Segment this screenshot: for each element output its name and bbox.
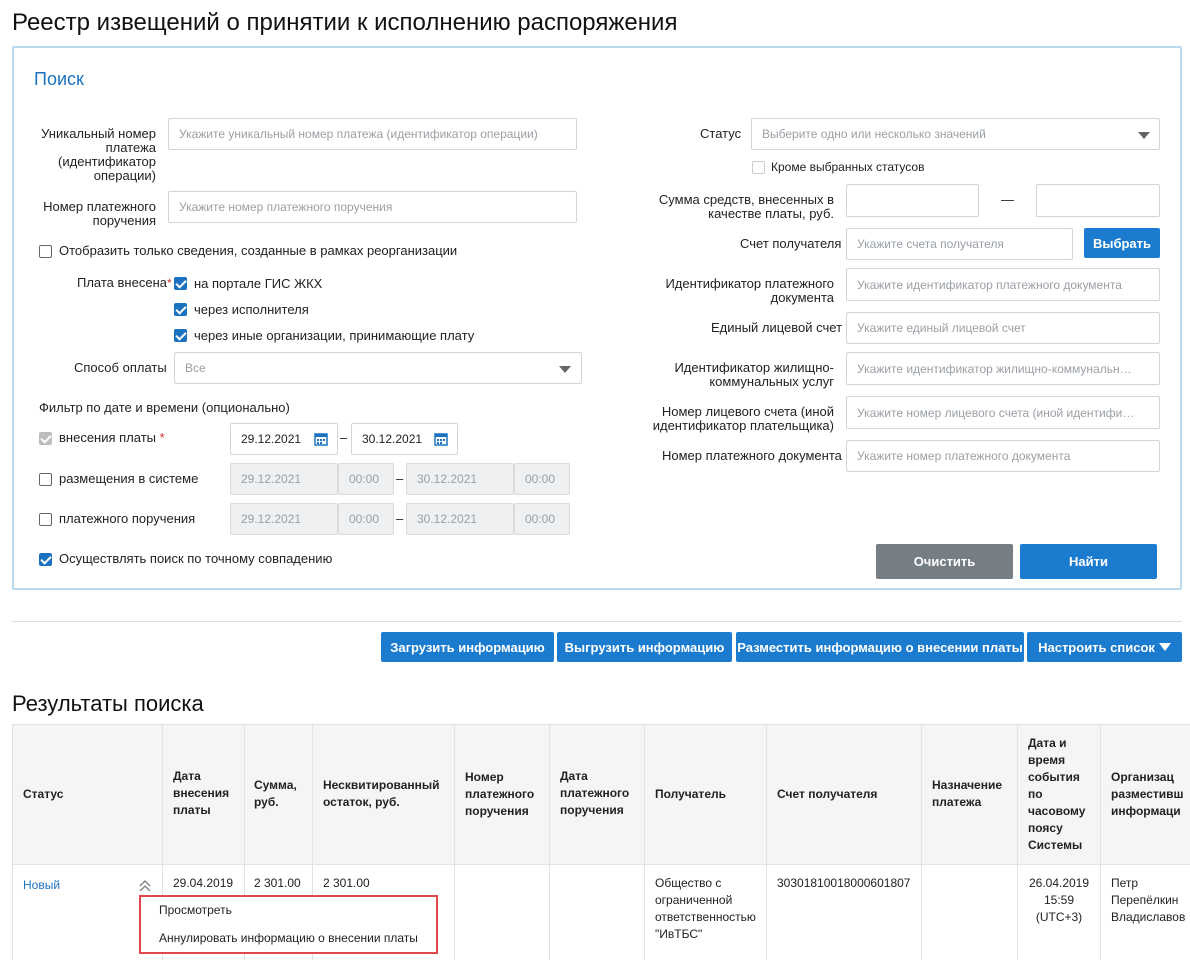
calendar-icon[interactable] — [314, 432, 328, 446]
unique-number-label: Уникальный номер платежа (идентификатор операции) — [41, 126, 156, 183]
date-payment-label: внесения платы * — [59, 430, 165, 445]
paid-via-label: Плата внесена* — [77, 275, 172, 290]
collapse-actions-icon[interactable] — [138, 879, 152, 893]
row-event-datetime: 26.04.2019 15:59 (UTC+3) — [1028, 876, 1090, 924]
payment-method-label: Способ оплаты — [74, 360, 167, 375]
date-filter-title: Фильтр по дате и времени (опционально) — [39, 400, 290, 415]
payment-method-select[interactable]: Все — [174, 352, 582, 384]
date-placement-from-input: 29.12.2021 — [230, 463, 338, 495]
payment-doc-number-input[interactable]: Укажите номер платежного документа — [846, 440, 1160, 472]
col-remainder[interactable]: Несквитированный остаток, руб. — [323, 778, 440, 809]
date-placement-to-time: 00:00 — [514, 463, 570, 495]
date-payment-to-input[interactable]: 30.12.2021 — [351, 423, 458, 455]
date-range-dash: – — [396, 471, 404, 486]
amount-label: Сумма средств, внесенных в качестве платы, руб. — [658, 192, 834, 221]
col-recipient[interactable]: Получатель — [655, 787, 726, 801]
payment-doc-id-input[interactable]: Укажите идентификатор платежного документа — [846, 268, 1160, 301]
date-payment-checkbox[interactable] — [39, 432, 52, 445]
paid-via-other-checkbox[interactable] — [174, 329, 187, 342]
select-account-button[interactable]: Выбрать — [1084, 228, 1160, 258]
paid-via-other-label: через иные организации, принимающие плату — [194, 328, 475, 343]
download-info-button[interactable]: Выгрузить информацию — [557, 632, 732, 662]
recipient-account-label: Счет получателя — [740, 236, 842, 251]
row-amount: 2 301.00 — [254, 876, 301, 890]
date-order-checkbox[interactable] — [39, 513, 52, 526]
exact-match-checkbox[interactable] — [39, 553, 52, 566]
amount-range-dash: — — [1001, 192, 1014, 207]
amount-from-input[interactable] — [846, 184, 979, 217]
row-organization: Петр Перепёлкин Владиславов — [1111, 876, 1186, 924]
calendar-icon[interactable] — [434, 432, 448, 446]
col-amount[interactable]: Сумма, руб. — [254, 778, 297, 809]
menu-item-view[interactable]: Просмотреть — [159, 903, 232, 917]
date-order-from-time: 00:00 — [338, 503, 394, 535]
personal-account-label: Номер лицевого счета (иной идентификатор плательщика) — [652, 404, 834, 433]
find-button[interactable]: Найти — [1020, 544, 1157, 579]
date-order-to-input: 30.12.2021 — [406, 503, 514, 535]
section-divider — [12, 621, 1182, 622]
order-number-input[interactable]: Укажите номер платежного поручения — [168, 191, 577, 223]
date-payment-from-input[interactable]: 29.12.2021 — [230, 423, 338, 455]
col-purpose[interactable]: Назначение платежа — [932, 778, 1003, 809]
housing-service-id-label: Идентификатор жилищно- коммунальных услуг — [674, 360, 834, 389]
recipient-account-input[interactable]: Укажите счета получателя — [846, 228, 1073, 260]
except-statuses-checkbox[interactable] — [752, 161, 765, 174]
unique-number-input[interactable]: Укажите уникальный номер платежа (идентификатор операции) — [168, 118, 577, 150]
paid-via-executor-label: через исполнителя — [194, 302, 309, 317]
date-placement-label: размещения в системе — [59, 471, 199, 486]
date-range-dash: – — [396, 511, 404, 526]
row-account: 30301810018000601807 — [777, 876, 911, 890]
row-recipient: Общество с ограниченной ответственностью "ИвТБС" — [655, 876, 756, 941]
date-order-label: платежного поручения — [59, 511, 196, 526]
date-order-to-time: 00:00 — [514, 503, 570, 535]
payment-doc-number-label: Номер платежного документа — [662, 448, 842, 463]
col-organization[interactable]: Организац разместивш информаци — [1111, 770, 1184, 818]
except-statuses-label: Кроме выбранных статусов — [771, 160, 925, 174]
col-recipient-account[interactable]: Счет получателя — [777, 787, 878, 801]
col-order-date[interactable]: Дата платежного поручения — [560, 769, 630, 817]
page-title: Реестр извещений о принятии к исполнению распоряжения — [12, 9, 678, 36]
status-label: Статус — [700, 126, 742, 141]
unified-account-label: Единый лицевой счет — [711, 320, 843, 335]
row-remainder: 2 301.00 — [323, 876, 370, 890]
row-status-link[interactable]: Новый — [23, 878, 61, 892]
date-order-from-input: 29.12.2021 — [230, 503, 338, 535]
caret-down-icon — [1159, 643, 1171, 651]
date-placement-from-time: 00:00 — [338, 463, 394, 495]
personal-account-input[interactable]: Укажите номер лицевого счета (иной идентифи… — [846, 396, 1160, 429]
upload-info-button[interactable]: Загрузить информацию — [381, 632, 554, 662]
reorg-checkbox-label: Отобразить только сведения, созданные в рамках реорганизации — [59, 243, 458, 258]
col-status[interactable]: Статус — [23, 787, 64, 801]
col-event-datetime[interactable]: Дата и время события по часовому поясу Системы — [1028, 736, 1086, 852]
unified-account-input[interactable]: Укажите единый лицевой счет — [846, 312, 1160, 344]
clear-button[interactable]: Очистить — [876, 544, 1013, 579]
menu-item-annul[interactable]: Аннулировать информацию о внесении платы — [159, 931, 418, 945]
date-placement-checkbox[interactable] — [39, 473, 52, 486]
search-panel-title: Поиск — [34, 69, 84, 89]
paid-via-portal-checkbox[interactable] — [174, 277, 187, 290]
exact-match-label: Осуществлять поиск по точному совпадению — [59, 551, 333, 566]
date-placement-to-input: 30.12.2021 — [406, 463, 514, 495]
post-payment-info-button[interactable]: Разместить информацию о внесении платы — [736, 632, 1024, 662]
amount-to-input[interactable] — [1036, 184, 1160, 217]
chevron-down-icon — [1138, 132, 1150, 139]
status-select[interactable]: Выберите одно или несколько значений — [751, 118, 1160, 150]
housing-service-id-input[interactable]: Укажите идентификатор жилищно-коммунальн… — [846, 352, 1160, 385]
col-payment-date[interactable]: Дата внесения платы — [173, 769, 230, 817]
paid-via-executor-checkbox[interactable] — [174, 303, 187, 316]
order-number-label: Номер платежного поручения — [43, 199, 156, 228]
row-payment-date: 29.04.2019 — [173, 876, 234, 890]
configure-list-button[interactable]: Настроить список — [1027, 632, 1182, 662]
col-order-number[interactable]: Номер платежного поручения — [465, 770, 535, 818]
reorg-checkbox[interactable] — [39, 245, 52, 258]
date-range-dash: – — [340, 430, 348, 445]
chevron-down-icon — [559, 366, 571, 373]
results-title: Результаты поиска — [12, 691, 204, 716]
paid-via-portal-label: на портале ГИС ЖКХ — [194, 276, 323, 291]
payment-doc-id-label: Идентификатор платежного документа — [665, 276, 834, 305]
